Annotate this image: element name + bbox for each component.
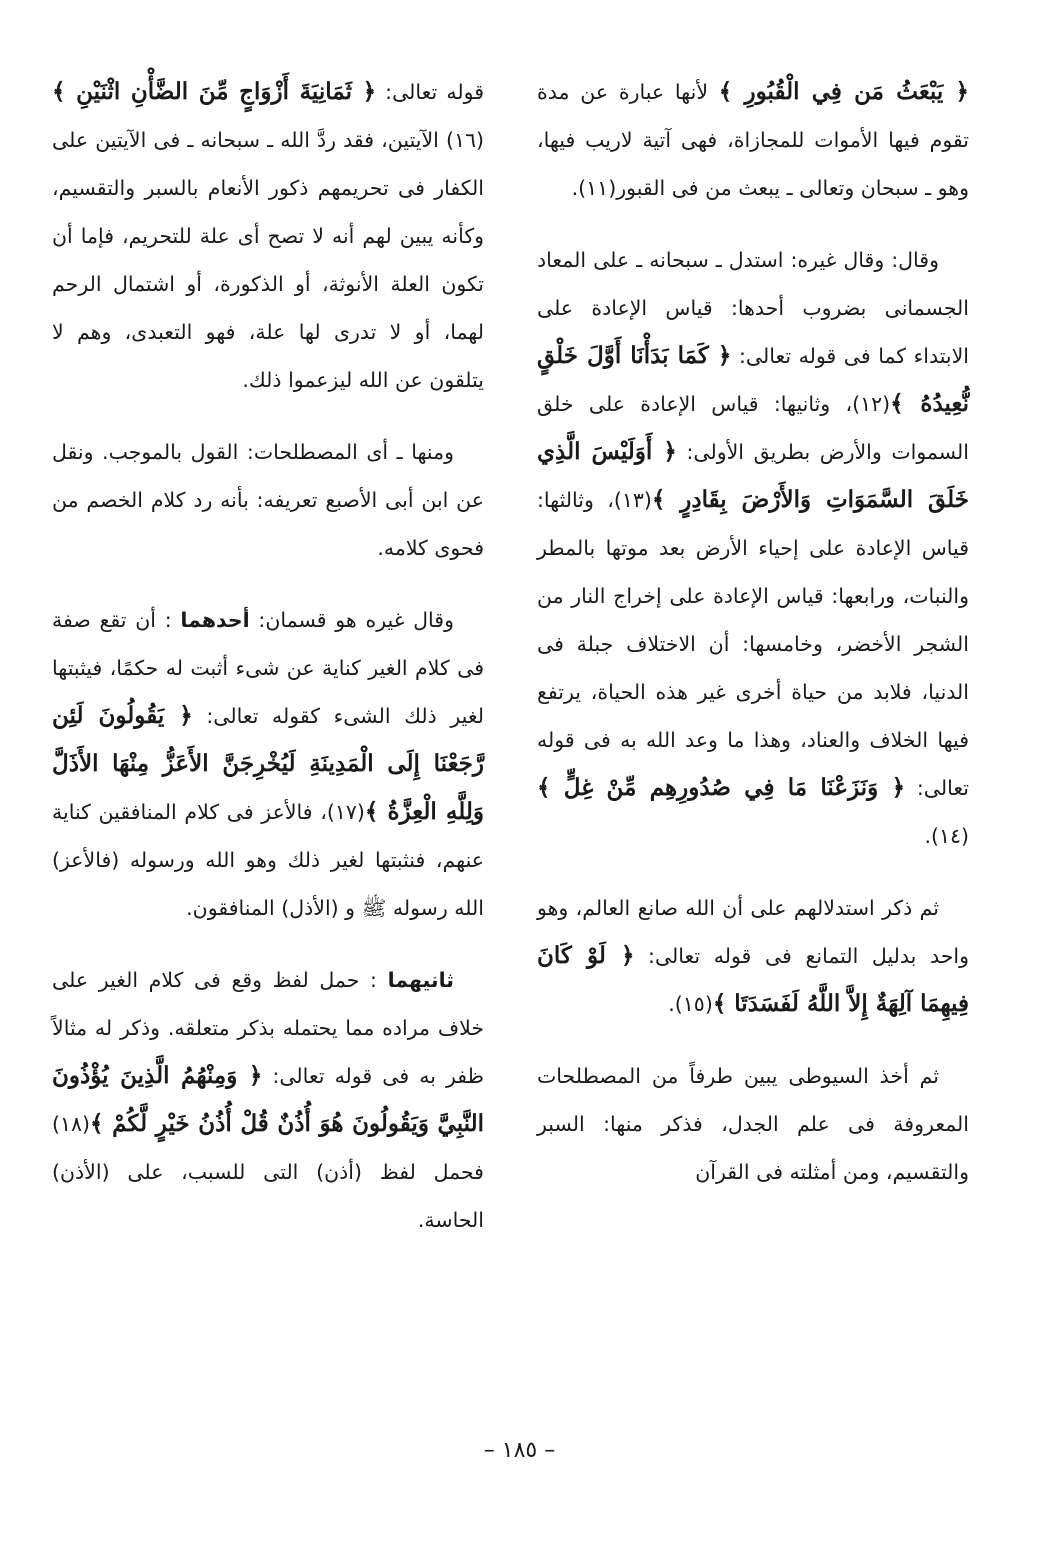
paragraph bbox=[537, 884, 969, 1028]
bold-term: ثانيهما bbox=[387, 968, 454, 992]
paragraph-text: ثم ذكر استدلالهم على أن الله صانع العالم، وهو واحد بدليل التمانع فى قوله تعالى: bbox=[537, 896, 969, 968]
paragraph-text: (١٧)، فالأعز فى كلام المنافقين كناية عنهم، فنثبتها لغير ذلك وهو الله ورسوله (فالأعز) الله رسوله ﷺ و (الأذل) المنافقون. bbox=[52, 800, 484, 920]
paragraph bbox=[537, 1052, 969, 1196]
paragraph bbox=[537, 68, 969, 212]
right-column bbox=[537, 68, 969, 1220]
paragraph bbox=[52, 956, 484, 1244]
paragraph-text: (١٥). bbox=[668, 992, 713, 1016]
quran-verse: ﴿ كَمَا بَدَأْنَا أَوَّلَ خَلْقٍ نُّعِيدُهُ ﴾ bbox=[537, 342, 969, 417]
quran-verse: ﴿ وَنَزَعْنَا مَا فِي صُدُورِهِم مِّنْ غِلٍّ ﴾ bbox=[537, 774, 906, 801]
page-number: – ١٨٥ – bbox=[483, 1438, 556, 1463]
paragraph bbox=[537, 236, 969, 860]
quran-verse: ﴿ يَقُولُونَ لَئِن رَّجَعْنَا إِلَى الْمَدِينَةِ لَيُخْرِجَنَّ الأَعَزُّ مِنْهَا الأَذَلَّ وَلِلَّهِ الْعِزَّةُ ﴾ bbox=[52, 702, 484, 825]
paragraph-text: وقال غيره هو قسمان: bbox=[249, 608, 454, 632]
quran-verse: ﴿ أَوَلَيْسَ الَّذِي خَلَقَ السَّمَوَاتِ وَالأَرْضَ بِقَادِرٍ ﴾ bbox=[537, 438, 969, 513]
paragraph-text: : أن تقع صفة فى كلام الغير كناية عن شىء أثبت له حكمًا، فيثبتها لغير ذلك الشىء كقوله تعالى: bbox=[52, 608, 484, 728]
quran-verse: ﴿ لَوْ كَانَ فِيهِمَا آلِهَةٌ إِلاَّ اللَّهُ لَفَسَدَتَا ﴾ bbox=[537, 942, 969, 1017]
quran-verse: ﴿ وَمِنْهُمُ الَّذِينَ يُؤْذُونَ النَّبِيَّ وَيَقُولُونَ هُوَ أُذُنٌ قُلْ أُذُنُ خَيْرٍ لَّكُمْ ﴾ bbox=[52, 1062, 484, 1137]
paragraph-text: (١٣)، وثالثها: قياس الإعادة على إحياء الأرض بعد موتها بالمطر والنبات، ورابعها: قياس الإعادة على إخراج النار من الشجر الأخضر، وخامسها: أن الاختلاف جبلة فى الدنيا، فلابد من حياة أخرى غير هذه الحياة، يرتفع فيها الخلاف والعناد، وهذا ما وعد الله به فى قوله تعالى: bbox=[537, 488, 969, 800]
paragraph bbox=[52, 596, 484, 932]
paragraph-text: وقال: وقال غيره: استدل ـ سبحانه ـ على المعاد الجسمانى بضروب أحدها: قياس الإعادة على الابتداء كما فى قوله تعالى: bbox=[537, 248, 969, 368]
left-column bbox=[52, 68, 484, 1268]
paragraph-text: قوله تعالى: bbox=[376, 80, 484, 104]
paragraph-text: ثم أخذ السيوطى يبين طرفاً من المصطلحات المعروفة فى علم الجدل، فذكر منها: السبر والتقسيم، ومن أمثلته فى القرآن bbox=[537, 1064, 969, 1184]
paragraph bbox=[52, 428, 484, 572]
paragraph bbox=[52, 68, 484, 404]
paragraph-text: ومنها ـ أى المصطلحات: القول بالموجب. ونقل عن ابن أبى الأصبع تعريفه: بأنه رد كلام الخصم من فحوى كلامه. bbox=[52, 440, 484, 560]
paragraph-text: لأنها عبارة عن مدة تقوم فيها الأموات للمجازاة، فهى آتية لاريب فيها، وهو ـ سبحان وتعالى ـ يبعث من فى القبور(١١). bbox=[537, 80, 969, 200]
quran-verse: ﴿ ثَمَانِيَةَ أَزْوَاجٍ مِّنَ الضَّأْنِ اثْنَيْنِ ﴾ bbox=[52, 78, 377, 105]
quran-verse: ﴿ يَبْعَثُ مَن فِي الْقُبُورِ ﴾ bbox=[718, 78, 969, 105]
paragraph-text: : حمل لفظ وقع فى كلام الغير على خلاف مراده مما يحتمله بذكر متعلقه. وذكر له مثالاً ظفر به فى قوله تعالى: bbox=[52, 968, 484, 1088]
bold-term: أحدهما bbox=[180, 608, 250, 632]
paragraph-text: (١٤). bbox=[924, 824, 969, 848]
paragraph-text: (١٨) فحمل لفظ (أذن) التى للسبب، على (الأذن) الحاسة. bbox=[52, 1112, 484, 1232]
paragraph-text: (١٦) الآيتين، فقد ردَّ الله ـ سبحانه ـ فى الآيتين على الكفار فى تحريمهم ذكور الأنعام بالسبر والتقسيم، وكأنه يبين لهم أنه لا تصح أى علة للتحريم، فإما أن تكون العلة الأنوثة، أو الذكورة، أو اشتمال الرحم لهما، أو لا تدرى لها علة، فهو التعبدى، وهم لا يتلقون عن الله ليزعموا ذلك. bbox=[52, 128, 484, 392]
paragraph-text: (١٢)، وثانيها: قياس الإعادة على خلق السموات والأرض بطريق الأولى: bbox=[537, 392, 969, 464]
